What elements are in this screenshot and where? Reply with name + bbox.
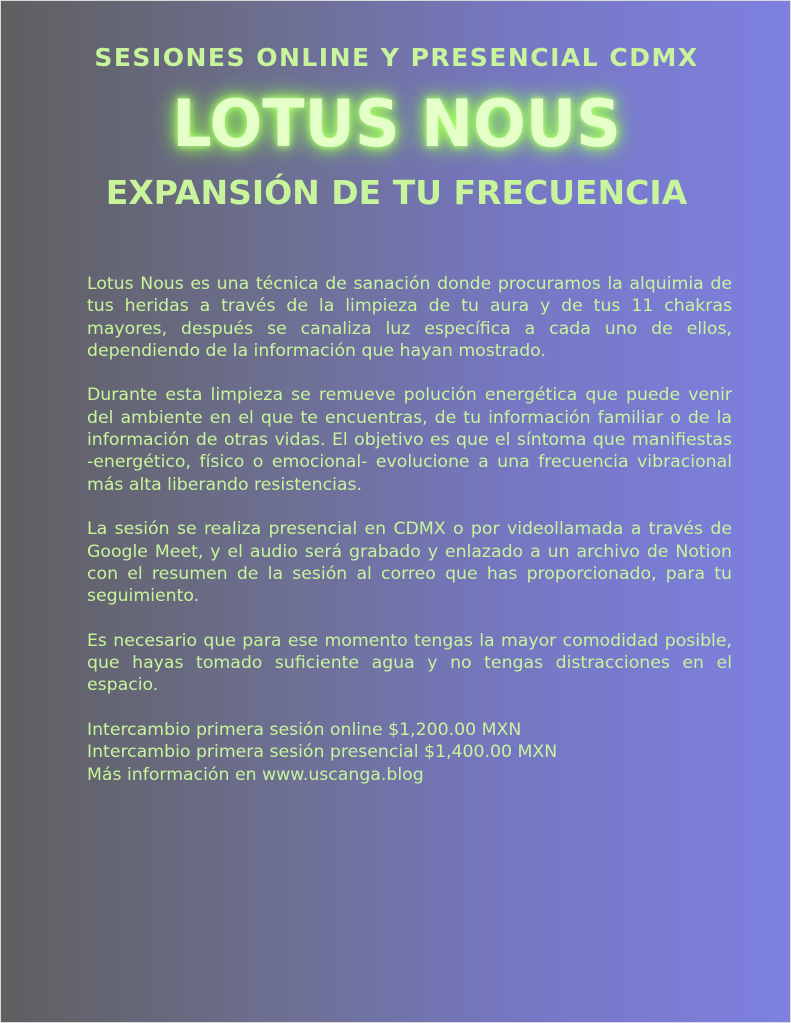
description-body	[87, 273, 732, 786]
paragraph-session-format: La sesión se realiza presencial en CDMX o por videollamada a través de Google Meet, y el audio será grabado y enlazado a un archivo de Notion con el resumen de la sesión al correo que has proporcionado, para tu seguimiento.	[87, 519, 732, 607]
paragraph-intro: Lotus Nous es una técnica de sanación donde procuramos la alquimia de tus heridas a través de la limpieza de tu aura y de tus 11 chakras mayores, después se canaliza luz específica a cada uno de ellos, dependiendo de la información que hayan mostrado.	[87, 274, 732, 361]
online-price-line: Intercambio primera sesión online $1,200.00 MXN	[87, 719, 522, 740]
sessions-kicker: SESIONES ONLINE Y PRESENCIAL CDMX	[94, 43, 699, 72]
paragraph-cleansing: Durante esta limpieza se remueve polución energética que puede venir del ambiente en el que te encuentras, de tu información familiar o de la información de otras vidas. El objetivo es que el síntoma que manifiestas -energético, físico o emocional- evolucione a una frecuencia vibracional más alta liberando resistencias.	[87, 385, 732, 495]
page-title: LOTUS NOUS	[172, 85, 621, 162]
paragraph-requirements: Es necesario que para ese momento tengas la mayor comodidad posible, que hayas tomado suficiente agua y no tengas distracciones en el espacio.	[87, 630, 732, 696]
more-info-line: Más información en www.uscanga.blog	[87, 764, 424, 785]
presencial-price-line: Intercambio primera sesión presencial $1,400.00 MXN	[87, 742, 558, 763]
page-subtitle: EXPANSIÓN DE TU FRECUENCIA	[105, 173, 688, 212]
